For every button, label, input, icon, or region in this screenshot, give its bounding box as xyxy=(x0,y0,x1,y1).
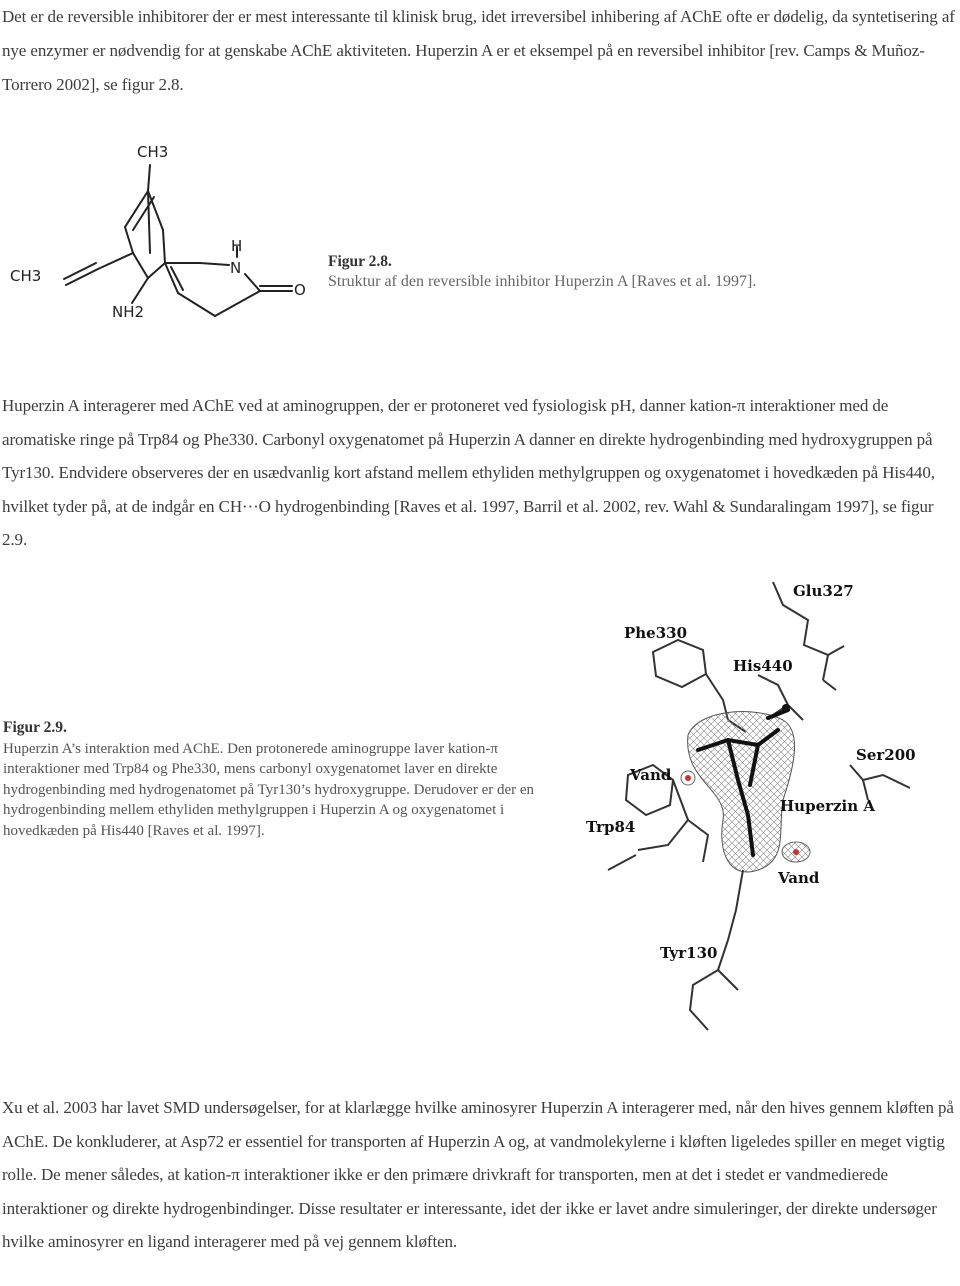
tyr130-label: Tyr130 xyxy=(660,944,718,962)
ch3-left-label: CH3 xyxy=(10,267,42,285)
h-atom-label: H xyxy=(231,237,243,255)
figure-2-8-title: Figur 2.8. xyxy=(328,253,392,270)
ch3-top-label: CH3 xyxy=(137,143,169,161)
n-atom-label: N xyxy=(230,259,242,277)
intro-paragraph: Det er de reversible inhibitorer der er mest interessante til klinisk brug, idet irreversibel inhibering af AChE ofte er dødelig, da syntetisering af nye enzymer er nødvendig for at genskabe AChE aktiviteten. Huperzin A er et eksempel på en reversibel inhibitor [rev. Camps & Muñoz-Torrero 2002], se figur 2.8. xyxy=(2,7,955,94)
vand-label-2: Vand xyxy=(778,869,820,887)
glu327-label: Glu327 xyxy=(793,582,854,600)
figure-2-9-text: Huperzin A’s interaktion med AChE. Den protonerede aminogruppe laver kation-π interaktioner med Trp84 og Phe330, mens carbonyl oxygenatomet laver en direkte hydrogenbinding med hydrogenatomet på Tyr130’s hydroxygruppe. Derudover er der en hydrogenbinding mellem ethyliden methylgruppen i Huperzin A og oxygenatomet i hovedkæden på His440 [Raves et al. 1997]. xyxy=(3,740,535,839)
figure-2-9-caption xyxy=(3,718,563,841)
ser200-label: Ser200 xyxy=(856,746,916,764)
huperzin-a-structure-diagram xyxy=(0,135,320,325)
ache-interaction-image xyxy=(578,570,958,1050)
trp84-label: Trp84 xyxy=(586,818,636,836)
o-atom-label: O xyxy=(294,281,306,299)
figure-2-9-title: Figur 2.9. xyxy=(3,719,67,736)
smd-paragraph: Xu et al. 2003 har lavet SMD undersøgelser, for at klarlægge hvilke aminosyrer Huperzin A interagerer med, når den hives gennem kløften på AChE. De konkluderer, at Asp72 er essentiel for transporten af Huperzin A og, at vandmolekylerne i kløften ligeledes spiller en meget vigtig rolle. De mener således, at kation-π interaktioner ikke er den primære drivkraft for transporten, men at det i stedet er vandmedierede interaktioner og direkte hydrogenbindinger. Disse resultater er interessante, idet der ikke er lavet andre simuleringer, der direkte undersøger hvilke aminosyrer en ligand interagerer med på vej gennem kløften. xyxy=(2,1098,954,1251)
nh2-label: NH2 xyxy=(112,303,145,321)
figure-2-8-caption xyxy=(328,252,848,292)
huperzin-a-label: Huperzin A xyxy=(780,797,875,815)
interaction-paragraph: Huperzin A interagerer med AChE ved at aminogruppen, der er protoneret ved fysiologisk pH, danner kation-π interaktioner med de aromatiske ringe på Trp84 og Phe330. Carbonyl oxygenatomet på Huperzin A danner en direkte hydrogenbinding med hydroxygruppen på Tyr130. Endvidere observeres der en usædvanlig kort afstand mellem ethyliden methylgruppen og oxygenatomet i hovedkæden på His440, hvilket tyder på, at de indgår en CH···O hydrogenbinding [Raves et al. 1997, Barril et al. 2002, rev. Wahl & Sundaralingam 1997], se figur 2.9. xyxy=(2,396,935,549)
figure-2-8-text: Struktur af den reversible inhibitor Huperzin A [Raves et al. 1997]. xyxy=(328,273,757,290)
vand-label-1: Vand xyxy=(630,766,672,784)
phe330-label: Phe330 xyxy=(624,624,688,642)
his440-label: His440 xyxy=(733,657,793,675)
